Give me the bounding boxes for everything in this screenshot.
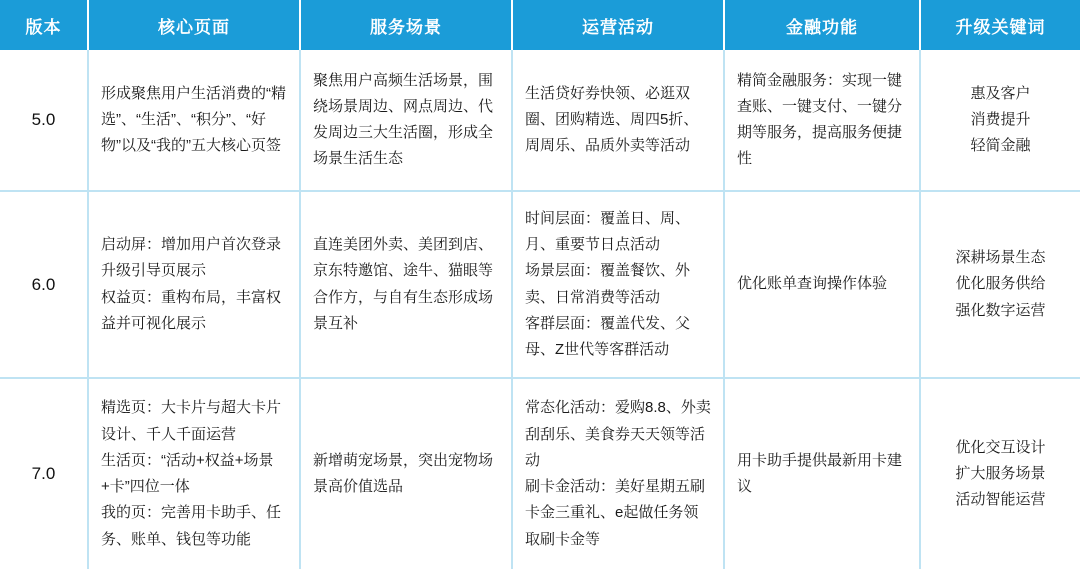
column-header-finance-function: 金融功能 bbox=[724, 0, 920, 50]
cell-core-pages: 形成聚焦用户生活消费的“精选”、“生活”、“积分”、“好物”以及“我的”五大核心页签 bbox=[88, 50, 300, 191]
cell-operation-activity: 生活贷好券快领、必逛双圈、团购精选、周四5折、周周乐、品质外卖等活动 bbox=[512, 50, 724, 191]
cell-core-pages: 启动屏：增加用户首次登录升级引导页展示 权益页：重构布局，丰富权益并可视化展示 bbox=[88, 191, 300, 378]
column-header-operation-activity: 运营活动 bbox=[512, 0, 724, 50]
cell-keywords: 深耕场景生态 优化服务供给 强化数字运营 bbox=[920, 191, 1080, 378]
table-body bbox=[0, 50, 1080, 569]
table-row bbox=[0, 191, 1080, 378]
column-header-core-pages: 核心页面 bbox=[88, 0, 300, 50]
cell-finance-function: 优化账单查询操作体验 bbox=[724, 191, 920, 378]
table-row bbox=[0, 50, 1080, 191]
cell-finance-function: 用卡助手提供最新用卡建议 bbox=[724, 378, 920, 569]
cell-service-scene: 直连美团外卖、美团到店、京东特邀馆、途牛、猫眼等合作方，与自有生态形成场景互补 bbox=[300, 191, 512, 378]
table-header-row bbox=[0, 0, 1080, 50]
cell-version: 6.0 bbox=[0, 191, 88, 378]
cell-core-pages: 精选页：大卡片与超大卡片设计、千人千面运营 生活页：“活动+权益+场景+卡”四位一体 我的页：完善用卡助手、任务、账单、钱包等功能 bbox=[88, 378, 300, 569]
cell-keywords: 优化交互设计 扩大服务场景 活动智能运营 bbox=[955, 438, 1046, 509]
cell-version: 5.0 bbox=[0, 50, 88, 191]
cell-service-scene: 聚焦用户高频生活场景，围绕场景周边、网点周边、代发周边三大生活圈，形成全场景生活生态 bbox=[300, 50, 512, 191]
column-header-keywords: 升级关键词 bbox=[920, 0, 1080, 50]
cell-operation-activity: 时间层面：覆盖日、周、月、重要节日点活动 场景层面：覆盖餐饮、外卖、日常消费等活动 客群层面：覆盖代发、父母、Z世代等客群活动 bbox=[512, 191, 724, 378]
cell-operation-activity: 常态化活动：爱购8.8、外卖刮刮乐、美食券天天领等活动 刷卡金活动：美好星期五刷卡金三重礼、e起做任务领取刷卡金等 bbox=[512, 378, 724, 569]
table-header bbox=[0, 0, 1080, 50]
column-header-service-scene: 服务场景 bbox=[300, 0, 512, 50]
cell-keywords: 惠及客户 消费提升 轻简金融 bbox=[920, 50, 1080, 191]
table-row bbox=[0, 378, 1080, 569]
cell-version: 7.0 bbox=[0, 378, 88, 569]
cell-service-scene: 新增萌宠场景，突出宠物场景高价值选品 bbox=[300, 378, 512, 569]
column-header-version: 版本 bbox=[0, 0, 88, 50]
cell-finance-function: 精简金融服务：实现一键查账、一键支付、一键分期等服务，提高服务便捷性 bbox=[724, 50, 920, 191]
